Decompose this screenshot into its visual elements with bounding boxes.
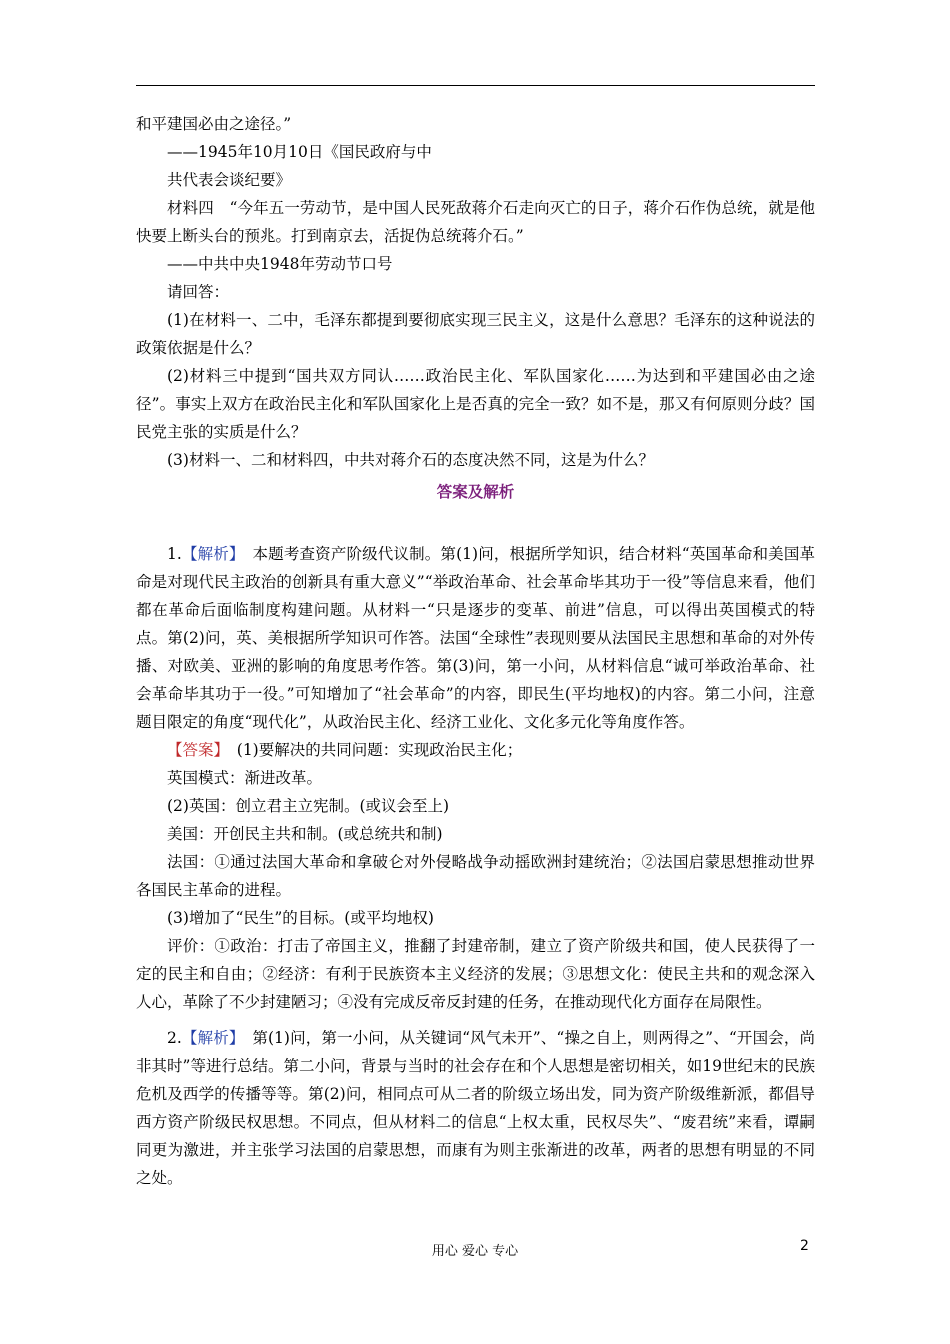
answer-tag: 【答案】 (167, 741, 222, 759)
material-three-source-cont: 共代表会谈纪要》 (167, 171, 292, 189)
answer-line: (3)增加了“民生”的目标。(或平均地权) (167, 909, 434, 927)
answer-line: 评价：①政治：打击了帝国主义，推翻了封建帝制，建立了资产阶级共和国，使人民获得了一定的民主和自由；②经济：有利于民族资本主义经济的发展；③思想文化：使民主共和的观念深入人心，革除了不少封建陋习；④没有完成反帝反封建的任务，在推动现代化方面存在局限性。 (136, 937, 815, 1011)
answer-2-number: 2. (167, 1029, 182, 1047)
material-three-source: ——1945年10月10日《国民政府与中 (167, 143, 432, 161)
document-body (136, 110, 815, 1192)
answer-line: 法国：①通过法国大革命和拿破仑对外侵略战争动摇欧洲封建统治；②法国启蒙思想推动世界各国民主革命的进程。 (136, 853, 815, 899)
answer-1-key-text: (1)要解决的共同问题：实现政治民主化； (221, 741, 523, 759)
page-footer: 用心 爱心 专心 (431, 1244, 519, 1259)
answer-line: 美国：开创民主共和制。(或总统共和制) (167, 825, 443, 843)
answer-line: (2)英国：创立君主立宪制。(或议会至上) (167, 797, 450, 815)
page-number: 2 (800, 1238, 809, 1254)
analysis-tag: 【解析】 (181, 545, 237, 563)
question-2: (2)材料三中提到“国共双方同认……政治民主化、军队国家化……为达到和平建国必由之途径”。事实上双方在政治民主化和军队国家化上是否真的完全一致？如不是，那又有何原则分歧？国民党主张的实质是什么？ (136, 367, 815, 441)
answer-1-analysis (136, 540, 815, 736)
answer-2-analysis (136, 1024, 815, 1192)
material-four-source: ——中共中央1948年劳动节口号 (167, 255, 393, 273)
material-four: 材料四 “今年五一劳动节，是中国人民死敌蒋介石走向灭亡的日子，蒋介石作伪总统，就是他快要上断头台的预兆。打到南京去，活捉伪总统蒋介石。” (136, 199, 815, 245)
header-rule (136, 85, 815, 86)
answers-heading: 答案及解析 (436, 483, 515, 501)
question-prompt: 请回答： (167, 283, 230, 301)
answer-1-number: 1. (167, 545, 182, 563)
answer-1-analysis-text: 本题考查资产阶级代议制。第(1)问，根据所学知识，结合材料“英国革命和美国革命是对现代民主政治的创新具有重大意义”“举政治革命、社会革命毕其功于一役”等信息来看，他们都在革命后面临制度构建问题。从材料一“只是逐步的变革、前进”信息，可以得出英国模式的特点。第(2)问，英、美根据所学知识可作答。法国“全球性”表现则要从法国民主思想和革命的对外传播、对欧美、亚洲的影响的角度思考作答。第(3)问，第一小问，从材料信息“诚可举政治革命、社会革命毕其功于一役。”可知增加了“社会革命”的内容，即民生(平均地权)的内容。第二小问，注意题目限定的角度“现代化”，从政治民主化、经济工业化、文化多元化等角度作答。 (136, 545, 815, 731)
answer-2-analysis-text: 第(1)问，第一小问，从关键词“风气未开”、“操之自上，则两得之”、“开国会，尚非其时”等进行总结。第二小问，背景与当时的社会存在和个人思想是密切相关，如19世纪末的民族危机及西学的传播等等。第(2)问，相同点可从二者的阶级立场出发，同为资产阶级维新派，都倡导西方资产阶级民权思想。不同点，但从材料二的信息“上权太重，民权尽失”、“废君统”来看，谭嗣同更为激进，并主张学习法国的启蒙思想，而康有为则主张渐进的改革，两者的思想有明显的不同之处。 (136, 1029, 815, 1187)
question-1: (1)在材料一、二中，毛泽东都提到要彻底实现三民主义，这是什么意思？毛泽东的这种说法的政策依据是什么？ (136, 311, 815, 357)
answer-line: 英国模式：渐进改革。 (167, 769, 323, 787)
material-three-end: 和平建国必由之途径。” (136, 115, 292, 133)
question-3: (3)材料一、二和材料四，中共对蒋介石的态度决然不同，这是为什么？ (167, 451, 654, 469)
answer-1-key (136, 736, 815, 764)
analysis-tag: 【解析】 (181, 1029, 237, 1047)
